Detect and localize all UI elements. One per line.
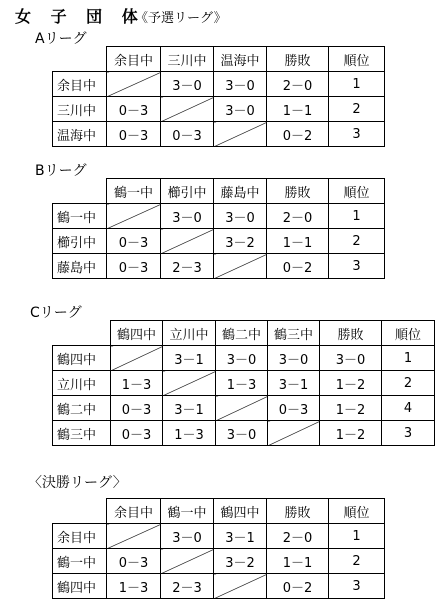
league-heading-b: Bリーグ [35, 163, 87, 179]
score-cell: 3－0 [268, 346, 320, 371]
league-table-final [52, 498, 385, 599]
score-cell: 0－3 [107, 122, 161, 147]
league-table-a [52, 46, 385, 147]
score-cell: 0－3 [268, 396, 320, 421]
score-cell: 0－3 [161, 122, 214, 147]
record-cell: 1－1 [267, 97, 329, 122]
record-cell: 0－2 [267, 254, 329, 279]
row-header: 鶴四中 [53, 574, 107, 599]
row-header: 藤島中 [53, 254, 107, 279]
score-cell: 3－1 [163, 396, 216, 421]
diagonal-cell [161, 97, 214, 122]
score-cell: 1－3 [107, 574, 161, 599]
rank-cell: 2 [382, 371, 435, 396]
score-cell: 1－3 [163, 421, 216, 446]
row-header: 鶴一中 [53, 549, 107, 574]
table-header-row [53, 321, 435, 346]
column-header: 勝敗 [320, 321, 382, 346]
column-header: 順位 [382, 321, 435, 346]
score-cell: 0－3 [107, 97, 161, 122]
table-header-row [53, 47, 385, 72]
column-header: 鶴三中 [268, 321, 320, 346]
column-header: 温海中 [214, 47, 267, 72]
row-header: 鶴二中 [53, 396, 111, 421]
column-header: 鶴四中 [111, 321, 163, 346]
table-header-row [53, 499, 385, 524]
record-cell: 0－2 [267, 574, 329, 599]
page-subtitle: 《予選リーグ》 [135, 11, 227, 26]
league-table-c [52, 320, 435, 446]
rank-cell: 3 [329, 122, 385, 147]
rank-cell: 1 [329, 72, 385, 97]
rank-cell: 3 [382, 421, 435, 446]
diagonal-cell [163, 371, 216, 396]
diagonal-cell [107, 524, 161, 549]
table-header-row [53, 179, 385, 204]
score-cell: 0－3 [107, 254, 161, 279]
column-header: 勝敗 [267, 47, 329, 72]
score-cell: 2－3 [161, 254, 214, 279]
page-title: 女 子 団 体 [15, 7, 145, 26]
diagonal-cell [216, 396, 268, 421]
table-row [53, 97, 385, 122]
score-cell: 0－3 [107, 549, 161, 574]
score-cell: 3－1 [163, 346, 216, 371]
diagonal-cell [161, 229, 214, 254]
score-cell: 3－0 [216, 346, 268, 371]
record-cell: 1－2 [320, 396, 382, 421]
record-cell: 2－0 [267, 72, 329, 97]
record-cell: 1－1 [267, 549, 329, 574]
score-cell: 3－0 [214, 72, 267, 97]
record-cell: 2－0 [267, 204, 329, 229]
column-header: 藤島中 [214, 179, 267, 204]
rank-cell: 2 [329, 229, 385, 254]
table-row [53, 524, 385, 549]
league-table-b [52, 178, 385, 279]
column-header: 順位 [329, 47, 385, 72]
score-cell: 3－0 [214, 97, 267, 122]
row-header: 櫛引中 [53, 229, 107, 254]
row-header: 鶴三中 [53, 421, 111, 446]
score-cell: 3－2 [214, 229, 267, 254]
row-header: 余目中 [53, 524, 107, 549]
table-row [53, 574, 385, 599]
score-cell: 3－0 [216, 421, 268, 446]
rank-cell: 1 [382, 346, 435, 371]
table-row [53, 421, 435, 446]
diagonal-cell [214, 122, 267, 147]
rank-cell: 3 [329, 574, 385, 599]
row-header: 立川中 [53, 371, 111, 396]
row-header: 鶴四中 [53, 346, 111, 371]
column-header: 順位 [329, 499, 385, 524]
column-header: 鶴一中 [161, 499, 214, 524]
row-header: 温海中 [53, 122, 107, 147]
record-cell: 0－2 [267, 122, 329, 147]
diagonal-cell [214, 254, 267, 279]
score-cell: 2－3 [161, 574, 214, 599]
score-cell: 1－3 [111, 371, 163, 396]
table-row [53, 204, 385, 229]
diagonal-cell [214, 574, 267, 599]
column-header: 櫛引中 [161, 179, 214, 204]
column-header: 勝敗 [267, 179, 329, 204]
table-row [53, 122, 385, 147]
rank-cell: 2 [329, 549, 385, 574]
table-row [53, 72, 385, 97]
table-row [53, 371, 435, 396]
diagonal-cell [107, 204, 161, 229]
rank-cell: 1 [329, 204, 385, 229]
record-cell: 1－1 [267, 229, 329, 254]
score-cell: 3－0 [214, 204, 267, 229]
score-cell: 3－0 [161, 204, 214, 229]
column-header: 余目中 [107, 499, 161, 524]
rank-cell: 1 [329, 524, 385, 549]
league-heading-final: 〈決勝リーグ〉 [28, 475, 127, 491]
diagonal-cell [111, 346, 163, 371]
record-cell: 3－0 [320, 346, 382, 371]
column-header: 三川中 [161, 47, 214, 72]
column-header: 鶴二中 [216, 321, 268, 346]
column-header: 鶴四中 [214, 499, 267, 524]
table-row [53, 549, 385, 574]
table-row [53, 254, 385, 279]
table-row [53, 396, 435, 421]
score-cell: 0－3 [107, 229, 161, 254]
rank-cell: 3 [329, 254, 385, 279]
table-row [53, 346, 435, 371]
column-header: 立川中 [163, 321, 216, 346]
column-header: 順位 [329, 179, 385, 204]
diagonal-cell [268, 421, 320, 446]
row-header: 鶴一中 [53, 204, 107, 229]
league-heading-a: Aリーグ [35, 31, 87, 47]
record-cell: 1－2 [320, 421, 382, 446]
column-header: 勝敗 [267, 499, 329, 524]
record-cell: 2－0 [267, 524, 329, 549]
row-header: 余目中 [53, 72, 107, 97]
rank-cell: 2 [329, 97, 385, 122]
score-cell: 3－1 [214, 524, 267, 549]
row-header: 三川中 [53, 97, 107, 122]
column-header: 余目中 [107, 47, 161, 72]
league-heading-c: Cリーグ [30, 305, 82, 321]
score-cell: 3－0 [161, 72, 214, 97]
rank-cell: 4 [382, 396, 435, 421]
diagonal-cell [107, 72, 161, 97]
table-row [53, 229, 385, 254]
score-cell: 3－2 [214, 549, 267, 574]
column-header: 鶴一中 [107, 179, 161, 204]
record-cell: 1－2 [320, 371, 382, 396]
score-cell: 1－3 [216, 371, 268, 396]
score-cell: 0－3 [111, 421, 163, 446]
diagonal-cell [161, 549, 214, 574]
score-cell: 3－0 [161, 524, 214, 549]
score-cell: 3－1 [268, 371, 320, 396]
score-cell: 0－3 [111, 396, 163, 421]
